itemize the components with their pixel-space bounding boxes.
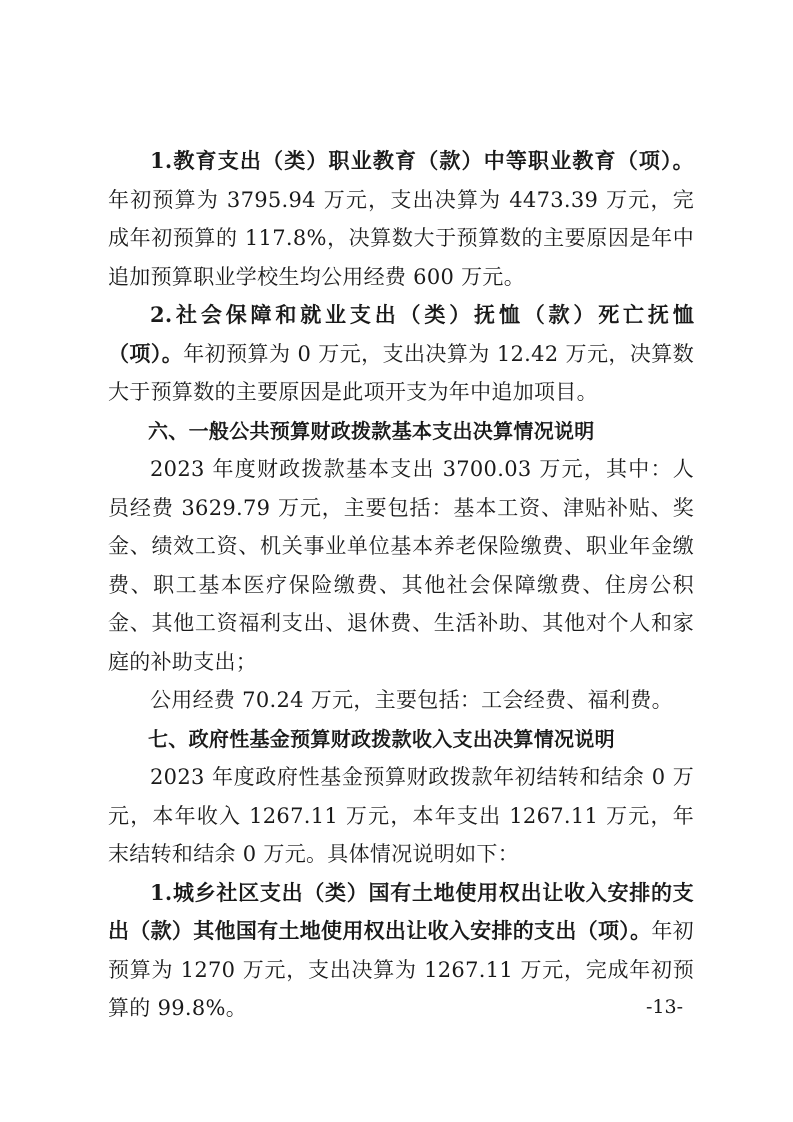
paragraph-text: 年初预算为 1270 万元，支出决算为 1267.11 万元，完成年初预算的 99.8%。 xyxy=(108,919,694,1020)
paragraph-text: 年初预算为 0 万元，支出决算为 12.42 万元，决算数大于预算数的主要原因是此项开支为年中追加项目。 xyxy=(108,341,694,404)
paragraph-text: 年初预算为 3795.94 万元，支出决算为 4473.39 万元，完成年初预算的 117.8%，决算数大于预算数的主要原因是年中追加预算职业学校生均公用经费 600 万元。 xyxy=(108,187,694,289)
paragraph-basic-expenditure: 2023 年度财政拨款基本支出 3700.03 万元，其中：人员经费 3629.79 万元，主要包括：基本工资、津贴补贴、奖金、绩效工资、机关事业单位基本养老保险缴费、职业年金缴费、职工基本医疗保险缴费、其他社会保障缴费、住房公积金、其他工资福利支出、退休费、生活补助、其他对个人和家庭的补助支出； xyxy=(108,457,694,674)
paragraph-education-expenditure xyxy=(108,142,694,296)
paragraph-urban-rural-expenditure xyxy=(108,874,694,1028)
paragraph-government-fund-summary: 2023 年度政府性基金预算财政拨款年初结转和结余 0 万元，本年收入 1267.11 万元，本年支出 1267.11 万元，年末结转和结余 0 万元。具体情况说明如下： xyxy=(108,765,694,866)
section-heading-government-fund: 七、政府性基金预算财政拨款收入支出决算情况说明 xyxy=(148,726,615,751)
page-number: -13- xyxy=(646,996,684,1018)
document-body xyxy=(108,142,694,1028)
paragraph-social-security-expenditure xyxy=(108,296,694,412)
paragraph-lead: 1.城乡社区支出（类）国有土地使用权出让收入安排的支出（款）其他国有土地使用权出让收入安排的支出（项）。 xyxy=(108,879,694,943)
paragraph-public-funds: 公用经费 70.24 万元，主要包括：工会经费、福利费。 xyxy=(150,688,673,712)
section-heading-basic-expenditure: 六、一般公共预算财政拨款基本支出决算情况说明 xyxy=(148,418,595,443)
paragraph-lead: 1.教育支出（类）职业教育（款）中等职业教育（项）。 xyxy=(150,148,694,173)
paragraph-lead: 2.社会保障和就业支出（类）抚恤（款）死亡抚恤（项）。 xyxy=(108,302,694,366)
